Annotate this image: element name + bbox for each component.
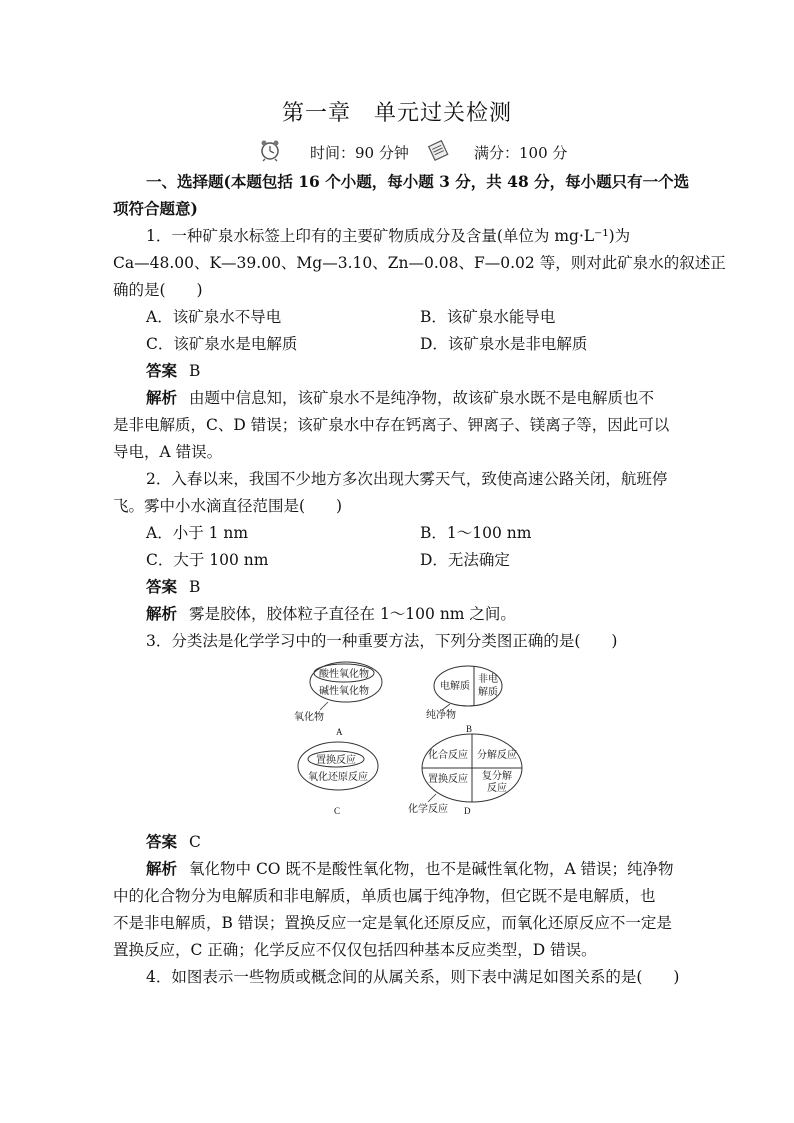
clock-icon	[258, 138, 282, 166]
diagram-c-letter: C	[334, 806, 341, 816]
answer-label: 答案	[146, 577, 178, 596]
diagram-b-right1: 非电	[478, 674, 498, 685]
answer-value: C	[189, 833, 201, 851]
q1-analysis-2: 是非电解质，C、D 错误；该矿泉水中存在钙离子、钾离子、镁离子等，因此可以	[113, 416, 670, 434]
q3-stem: 3．分类法是化学学习中的一种重要方法，下列分类图正确的是( )	[146, 632, 618, 650]
diagram-d-letter: D	[464, 806, 471, 816]
analysis-text: 氧化物中 CO 既不是酸性氧化物，也不是碱性氧化物，A 错误；纯净物	[189, 860, 674, 878]
diagram-d-outer: 化学反应	[408, 804, 448, 815]
diagram-d	[408, 734, 522, 816]
q1-option-d: D．该矿泉水是非电解质	[420, 335, 588, 353]
q2-stem-2: 飞。雾中小水滴直径范围是( )	[113, 497, 343, 515]
diagram-b-right2: 解质	[478, 687, 498, 698]
analysis-label: 解析	[146, 859, 178, 878]
q2-option-d: D．无法确定	[420, 551, 510, 569]
analysis-label: 解析	[146, 604, 178, 623]
analysis-text: 雾是胶体，胶体粒子直径在 1～100 nm 之间。	[189, 605, 516, 623]
exam-meta	[0, 138, 794, 168]
q2-answer	[146, 577, 200, 597]
diagram-d-br1: 复分解	[482, 771, 512, 782]
exam-time: 时间：90 分钟	[310, 144, 409, 162]
diagram-c-inner2: 氧化还原反应	[308, 772, 368, 783]
q1-option-c: C．该矿泉水是电解质	[146, 335, 298, 353]
answer-label: 答案	[146, 832, 178, 851]
q1-stem-2: Ca—48.00、K—39.00、Mg—3.10、Zn—0.08、F—0.02 等，则对此矿泉水的叙述正	[113, 254, 726, 272]
diagram-b-outer: 纯净物	[426, 710, 456, 721]
q2-option-c: C．大于 100 nm	[146, 551, 269, 569]
diagram-a-inner1: 酸性氧化物	[319, 669, 369, 680]
answer-label: 答案	[146, 361, 178, 380]
diagram-d-tr: 分解反应	[477, 750, 517, 761]
q2-option-b: B．1～100 nm	[420, 524, 532, 542]
diagram-d-bl: 置换反应	[428, 774, 468, 785]
q2-analysis	[146, 604, 516, 624]
diagram-d-tl: 化合反应	[428, 750, 468, 761]
analysis-label: 解析	[146, 388, 178, 407]
diagram-b-left: 电解质	[440, 681, 470, 692]
section-heading-cont: 项符合题意)	[113, 199, 198, 218]
diagram-d-br2: 反应	[487, 783, 507, 794]
exam-score: 满分：100 分	[474, 144, 568, 162]
answer-value: B	[189, 362, 201, 380]
section-heading: 一、选择题(本题包括 16 个小题，每小题 3 分，共 48 分，每小题只有一个选	[146, 172, 690, 191]
paper-icon	[426, 138, 450, 166]
diagram-c-inner1: 置换反应	[316, 755, 356, 766]
answer-value: B	[189, 578, 201, 596]
diagram-a	[294, 662, 382, 737]
q1-analysis	[146, 388, 654, 408]
q3-answer	[146, 832, 201, 852]
diagram-b-letter: B	[466, 724, 473, 734]
diagram-a-outer: 氧化物	[294, 712, 324, 723]
q3-analysis-4: 置换反应，C 正确；化学反应不仅仅包括四种基本反应类型，D 错误。	[113, 941, 597, 959]
q2-option-a: A．小于 1 nm	[146, 524, 249, 542]
diagram-a-inner2: 碱性氧化物	[319, 686, 369, 697]
q2-stem: 2．入春以来，我国不少地方多次出现大雾天气，致使高速公路关闭，航班停	[146, 470, 668, 488]
classification-diagram	[290, 658, 540, 826]
q3-analysis-3: 不是非电解质，B 错误；置换反应一定是氧化还原反应，而氧化还原反应不一定是	[113, 914, 672, 932]
page-title: 第一章 单元过关检测	[281, 101, 512, 126]
diagram-b	[426, 666, 502, 734]
q1-stem-3: 确的是( )	[113, 281, 203, 299]
q1-stem: 1．一种矿泉水标签上印有的主要矿物质成分及含量(单位为 mg·L⁻¹)为	[146, 227, 631, 245]
diagram-c	[298, 742, 378, 816]
q4-stem: 4．如图表示一些物质或概念间的从属关系，则下表中满足如图关系的是( )	[146, 968, 680, 986]
diagram-a-letter: A	[336, 727, 343, 737]
q3-analysis-2: 中的化合物分为电解质和非电解质，单质也属于纯净物，但它既不是电解质，也	[113, 887, 656, 905]
q3-analysis	[146, 859, 674, 879]
q1-option-b: B．该矿泉水能导电	[420, 308, 556, 326]
q1-analysis-3: 导电，A 错误。	[113, 443, 223, 461]
q1-option-a: A．该矿泉水不导电	[146, 308, 282, 326]
analysis-text: 由题中信息知，该矿泉水不是纯净物，故该矿泉水既不是电解质也不	[189, 389, 655, 407]
q1-answer	[146, 361, 200, 381]
